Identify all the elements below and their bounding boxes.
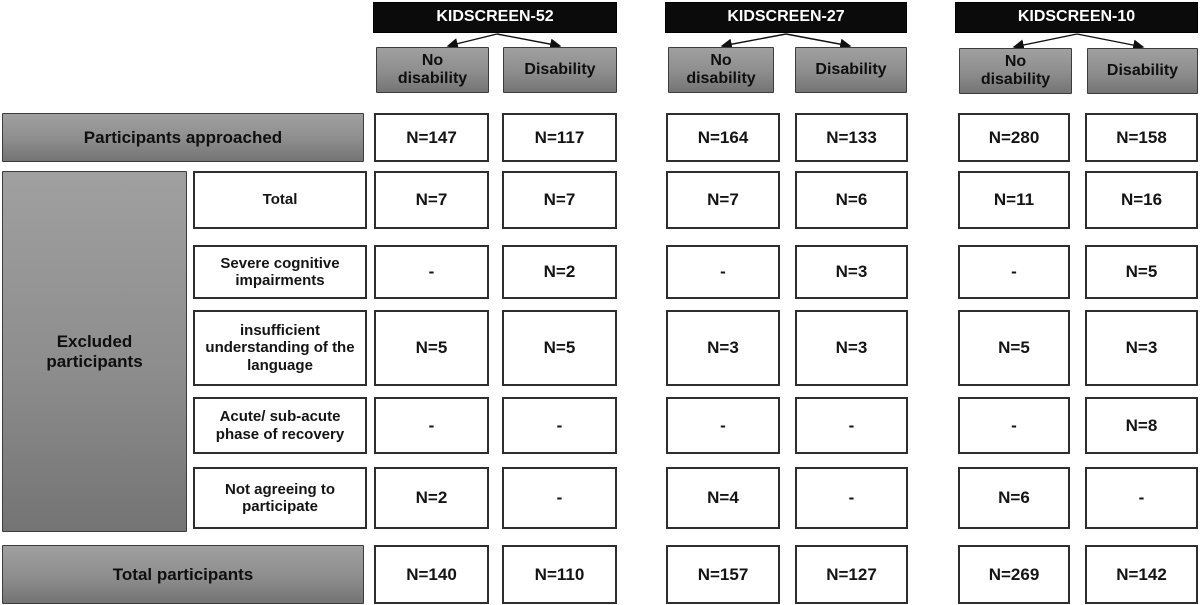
cell-k27-dis-notagree: - xyxy=(795,467,908,529)
subheader-label: No disability xyxy=(397,51,468,87)
cell-k10-nodis-severe: - xyxy=(958,245,1070,299)
row-label-total-participants: Total participants xyxy=(2,545,364,604)
cell-k10-dis-total: N=142 xyxy=(1085,545,1198,604)
cell-k10-nodis-approached: N=280 xyxy=(958,113,1070,162)
reason-acute-recovery: Acute/ sub-acute phase of recovery xyxy=(193,397,367,454)
cell-k10-dis-acute: N=8 xyxy=(1085,397,1198,454)
subheader-k52-no-disability xyxy=(376,47,489,93)
cell-k27-dis-language: N=3 xyxy=(795,310,908,386)
subheader-k52-disability xyxy=(503,47,617,93)
cell-k27-nodis-notagree: N=4 xyxy=(666,467,780,529)
subheader-label: No disability xyxy=(686,51,756,87)
cell-k27-dis-excluded-total: N=6 xyxy=(795,171,908,229)
cell-k27-nodis-total: N=157 xyxy=(666,545,780,604)
excluded-label-text: Excluded participants xyxy=(46,331,143,371)
subheader-k27-disability xyxy=(795,47,907,93)
reason-insufficient-language: insufficient understanding of the language xyxy=(193,310,367,386)
group-header-kidscreen-10: KIDSCREEN-10 xyxy=(955,2,1198,33)
cell-k52-nodis-approached: N=147 xyxy=(374,113,489,162)
cell-k10-nodis-language: N=5 xyxy=(958,310,1070,386)
row-label-participants-approached: Participants approached xyxy=(2,113,364,162)
cell-k52-nodis-language: N=5 xyxy=(374,310,489,386)
cell-k52-nodis-total: N=140 xyxy=(374,545,489,604)
cell-k10-nodis-excluded-total: N=11 xyxy=(958,171,1070,229)
cell-k10-dis-language: N=3 xyxy=(1085,310,1198,386)
subheader-label: Disability xyxy=(1106,61,1179,79)
group-header-kidscreen-52: KIDSCREEN-52 xyxy=(373,2,617,33)
reason-total: Total xyxy=(193,171,367,229)
subheader-label: Disability xyxy=(524,60,596,78)
cell-k52-dis-acute: - xyxy=(502,397,617,454)
subheader-label: Disability xyxy=(815,60,887,78)
cell-k27-dis-severe: N=3 xyxy=(795,245,908,299)
cell-k52-dis-excluded-total: N=7 xyxy=(502,171,617,229)
cell-k27-nodis-language: N=3 xyxy=(666,310,780,386)
reason-severe-cognitive: Severe cognitive impairments xyxy=(193,245,367,299)
cell-k27-dis-acute: - xyxy=(795,397,908,454)
subheader-k10-disability xyxy=(1087,48,1198,94)
subheader-label: No disability xyxy=(980,52,1051,88)
cell-k10-nodis-notagree: N=6 xyxy=(958,467,1070,529)
cell-k52-dis-approached: N=117 xyxy=(502,113,617,162)
cell-k52-nodis-excluded-total: N=7 xyxy=(374,171,489,229)
cell-k10-dis-severe: N=5 xyxy=(1085,245,1198,299)
cell-k10-dis-excluded-total: N=16 xyxy=(1085,171,1198,229)
cell-k52-nodis-acute: - xyxy=(374,397,489,454)
cell-k52-dis-total: N=110 xyxy=(502,545,617,604)
cell-k52-nodis-notagree: N=2 xyxy=(374,467,489,529)
cell-k52-dis-language: N=5 xyxy=(502,310,617,386)
cell-k52-nodis-severe: - xyxy=(374,245,489,299)
cell-k10-nodis-total: N=269 xyxy=(958,545,1070,604)
cell-k27-nodis-approached: N=164 xyxy=(666,113,780,162)
row-label-excluded-participants xyxy=(2,171,187,532)
cell-k52-dis-notagree: - xyxy=(502,467,617,529)
reason-not-agreeing: Not agreeing to participate xyxy=(193,467,367,529)
cell-k27-dis-approached: N=133 xyxy=(795,113,908,162)
cell-k27-nodis-excluded-total: N=7 xyxy=(666,171,780,229)
cell-k10-dis-notagree: - xyxy=(1085,467,1198,529)
group-header-kidscreen-27: KIDSCREEN-27 xyxy=(665,2,907,33)
subheader-k10-no-disability xyxy=(959,48,1072,94)
cell-k27-dis-total: N=127 xyxy=(795,545,908,604)
cell-k27-nodis-acute: - xyxy=(666,397,780,454)
cell-k27-nodis-severe: - xyxy=(666,245,780,299)
cell-k10-dis-approached: N=158 xyxy=(1085,113,1198,162)
cell-k10-nodis-acute: - xyxy=(958,397,1070,454)
subheader-k27-no-disability xyxy=(668,47,774,93)
cell-k52-dis-severe: N=2 xyxy=(502,245,617,299)
